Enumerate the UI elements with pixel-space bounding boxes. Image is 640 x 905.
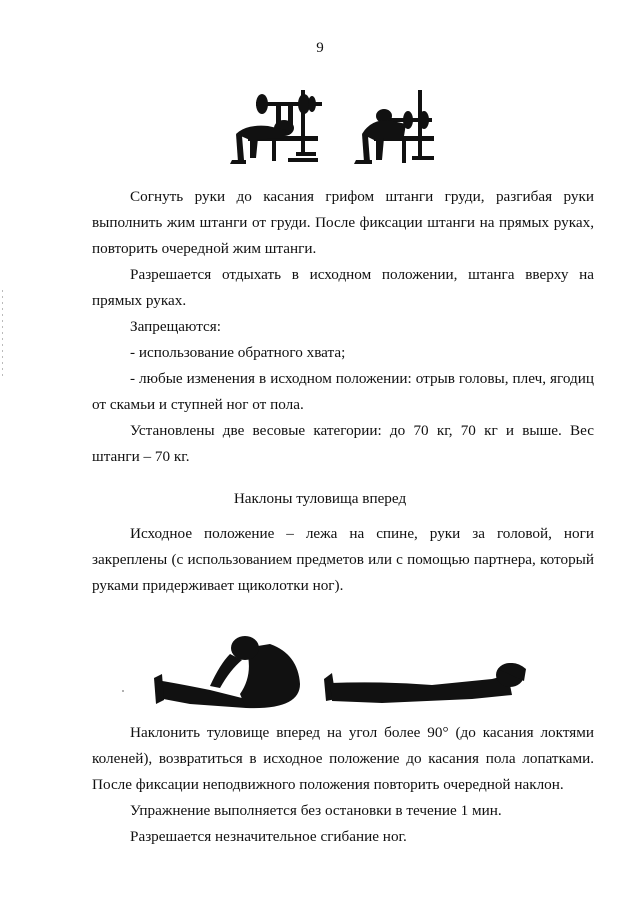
prohibited-item-position: - любые изменения в исходном положении: отрыв головы, плеч, ягодиц от скамьи и ступней ног от пола. (92, 370, 594, 413)
rest-rule: Разрешается отдыхать в исходном положении, штанга вверху на прямых руках. (92, 266, 594, 309)
section-heading: Наклоны туловища вперед (233, 490, 407, 507)
bench-press-figure-1 (228, 90, 328, 168)
prohibited-heading: Запрещаются: (130, 318, 221, 335)
bench-press-instruction: Согнуть руки до касания грифом штанги груди, разгибая руки выполнить жим штанги от груди. После фиксации штанги на прямых руках, повторить очередной жим штанги. (92, 188, 594, 257)
knee-bend-rule: Разрешается незначительное сгибание ног. (130, 828, 407, 845)
situp-figure-1 (150, 624, 310, 714)
page-number: 9 (316, 40, 324, 56)
duration-rule: Упражнение выполняется без остановки в течение 1 мин. (130, 802, 502, 819)
prohibited-item-grip: - использование обратного хвата; (130, 344, 346, 361)
scan-speck (122, 690, 124, 692)
scan-edge-mark (2, 290, 3, 380)
weight-categories: Установлены две весовые категории: до 70 кг, 70 кг и выше. Вес штанги – 70 кг. (92, 422, 594, 465)
situp-figure-2 (322, 655, 528, 711)
bench-press-figure-2 (354, 90, 444, 168)
starting-position: Исходное положение – лежа на спине, руки за головой, ноги закреплены (с использованием предметов или с помощью партнера, который руками придерживает щиколотки ног). (92, 525, 594, 594)
situp-instruction: Наклонить туловище вперед на угол более 90° (до касания локтями коленей), возвратиться в исходное положение до касания пола лопатками. После фиксации неподвижного положения повторить очередной наклон. (92, 724, 594, 793)
